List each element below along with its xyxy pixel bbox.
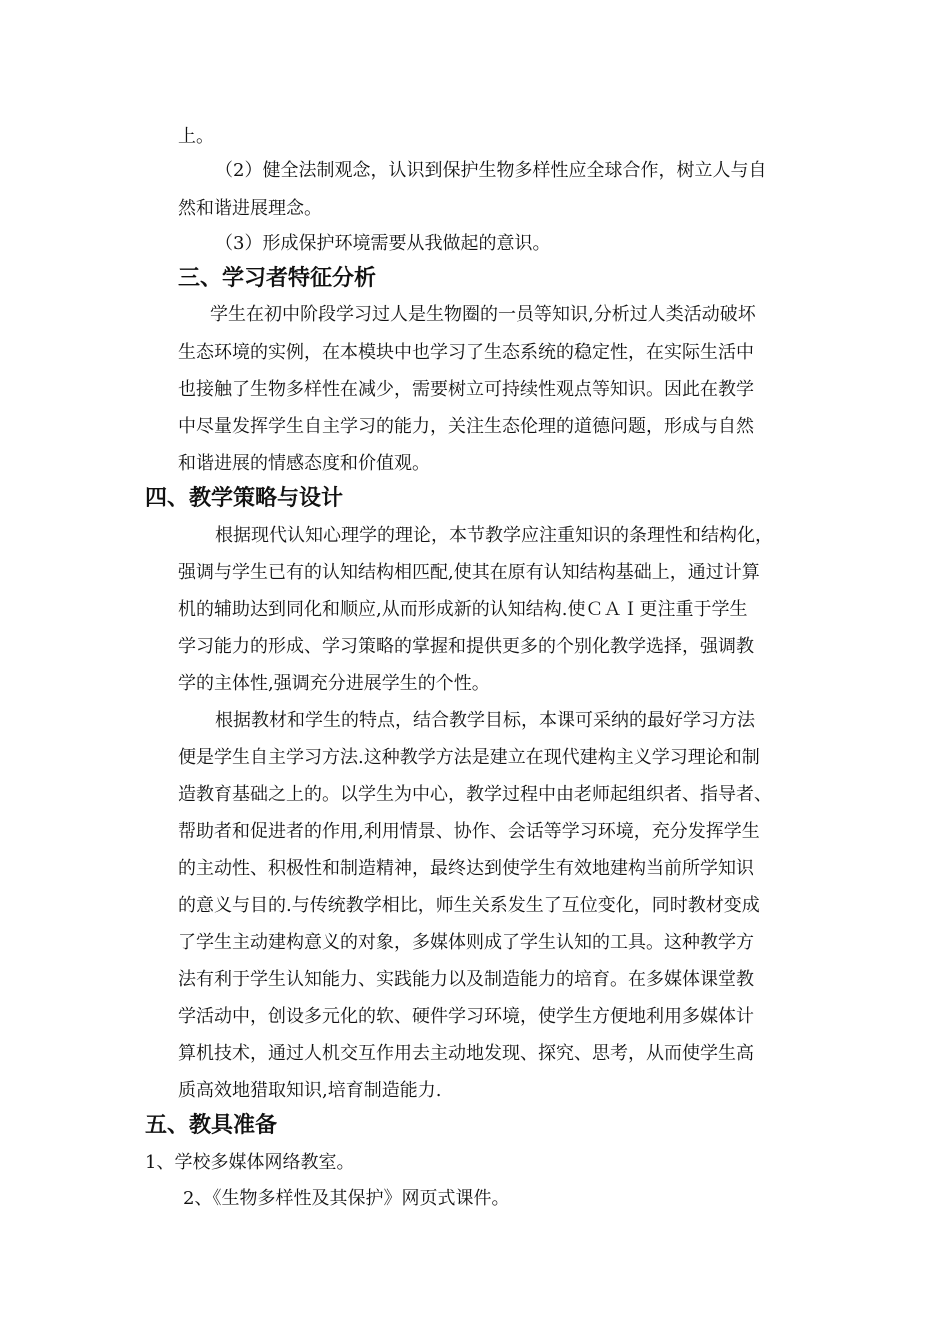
- section-heading: 三、学习者特征分析: [178, 266, 377, 291]
- paragraph-line: 学习能力的形成、学习策略的掌握和提供更多的个别化教学选择，强调教: [178, 636, 754, 657]
- paragraph-line: 便是学生自主学习方法.这种教学方法是建立在现代建构主义学习理论和制: [178, 747, 760, 768]
- paragraph-line: 的主动性、积极性和制造精神，最终达到使学生有效地建构当前所学知识: [178, 858, 754, 879]
- paragraph-line: 强调与学生已有的认知结构相匹配,使其在原有认知结构基础上，通过计算: [178, 562, 760, 583]
- paragraph-line: 造教育基础之上的。以学生为中心，教学过程中由老师起组织者、指导者、: [178, 784, 772, 805]
- paragraph-line: 学活动中，创设多元化的软、硬件学习环境，使学生方便地利用多媒体计: [178, 1006, 754, 1027]
- paragraph-line: 质高效地猎取知识,培育制造能力.: [178, 1080, 442, 1101]
- paragraph-line: （3）形成保护环境需要从我做起的意识。: [215, 233, 551, 254]
- paragraph-line: 学的主体性,强调充分进展学生的个性。: [178, 673, 490, 694]
- list-item: 2、《生物多样性及其保护》网页式课件。: [183, 1188, 510, 1209]
- section-heading: 四、教学策略与设计: [145, 486, 344, 511]
- paragraph-line: 根据现代认知心理学的理论，本节教学应注重知识的条理性和结构化，: [215, 525, 773, 546]
- paragraph-line: 上。: [178, 126, 214, 147]
- paragraph-line: 的意义与目的.与传统教学相比，师生关系发生了互位变化，同时教材变成: [178, 895, 760, 916]
- paragraph-line: 机的辅助达到同化和顺应,从而形成新的认知结构.使ＣＡＩ更注重于学生: [178, 599, 748, 620]
- section-heading: 五、教具准备: [145, 1113, 278, 1138]
- paragraph-line: 法有利于学生认知能力、实践能力以及制造能力的培育。在多媒体课堂教: [178, 969, 754, 990]
- paragraph-line: 然和谐进展理念。: [178, 198, 322, 219]
- paragraph-line: 生态环境的实例，在本模块中也学习了生态系统的稳定性，在实际生活中: [178, 342, 754, 363]
- paragraph-line: 了学生主动建构意义的对象，多媒体则成了学生认知的工具。这种教学方: [178, 932, 754, 953]
- paragraph-line: 帮助者和促进者的作用,利用情景、协作、会话等学习环境，充分发挥学生: [178, 821, 760, 842]
- paragraph-line: （2）健全法制观念，认识到保护生物多样性应全球合作，树立人与自: [215, 160, 767, 181]
- paragraph-line: 和谐进展的情感态度和价值观。: [178, 453, 430, 474]
- list-item: 1、学校多媒体网络教室。: [145, 1152, 355, 1173]
- paragraph-line: 根据教材和学生的特点，结合教学目标，本课可采纳的最好学习方法: [215, 710, 755, 731]
- paragraph-line: 也接触了生物多样性在减少，需要树立可持续性观点等知识。因此在教学: [178, 379, 754, 400]
- paragraph-line: 算机技术，通过人机交互作用去主动地发现、探究、思考，从而使学生高: [178, 1043, 754, 1064]
- paragraph-line: 中尽量发挥学生自主学习的能力，关注生态伦理的道德问题，形成与自然: [178, 416, 754, 437]
- paragraph-line: 学生在初中阶段学习过人是生物圈的一员等知识,分析过人类活动破坏: [210, 304, 756, 325]
